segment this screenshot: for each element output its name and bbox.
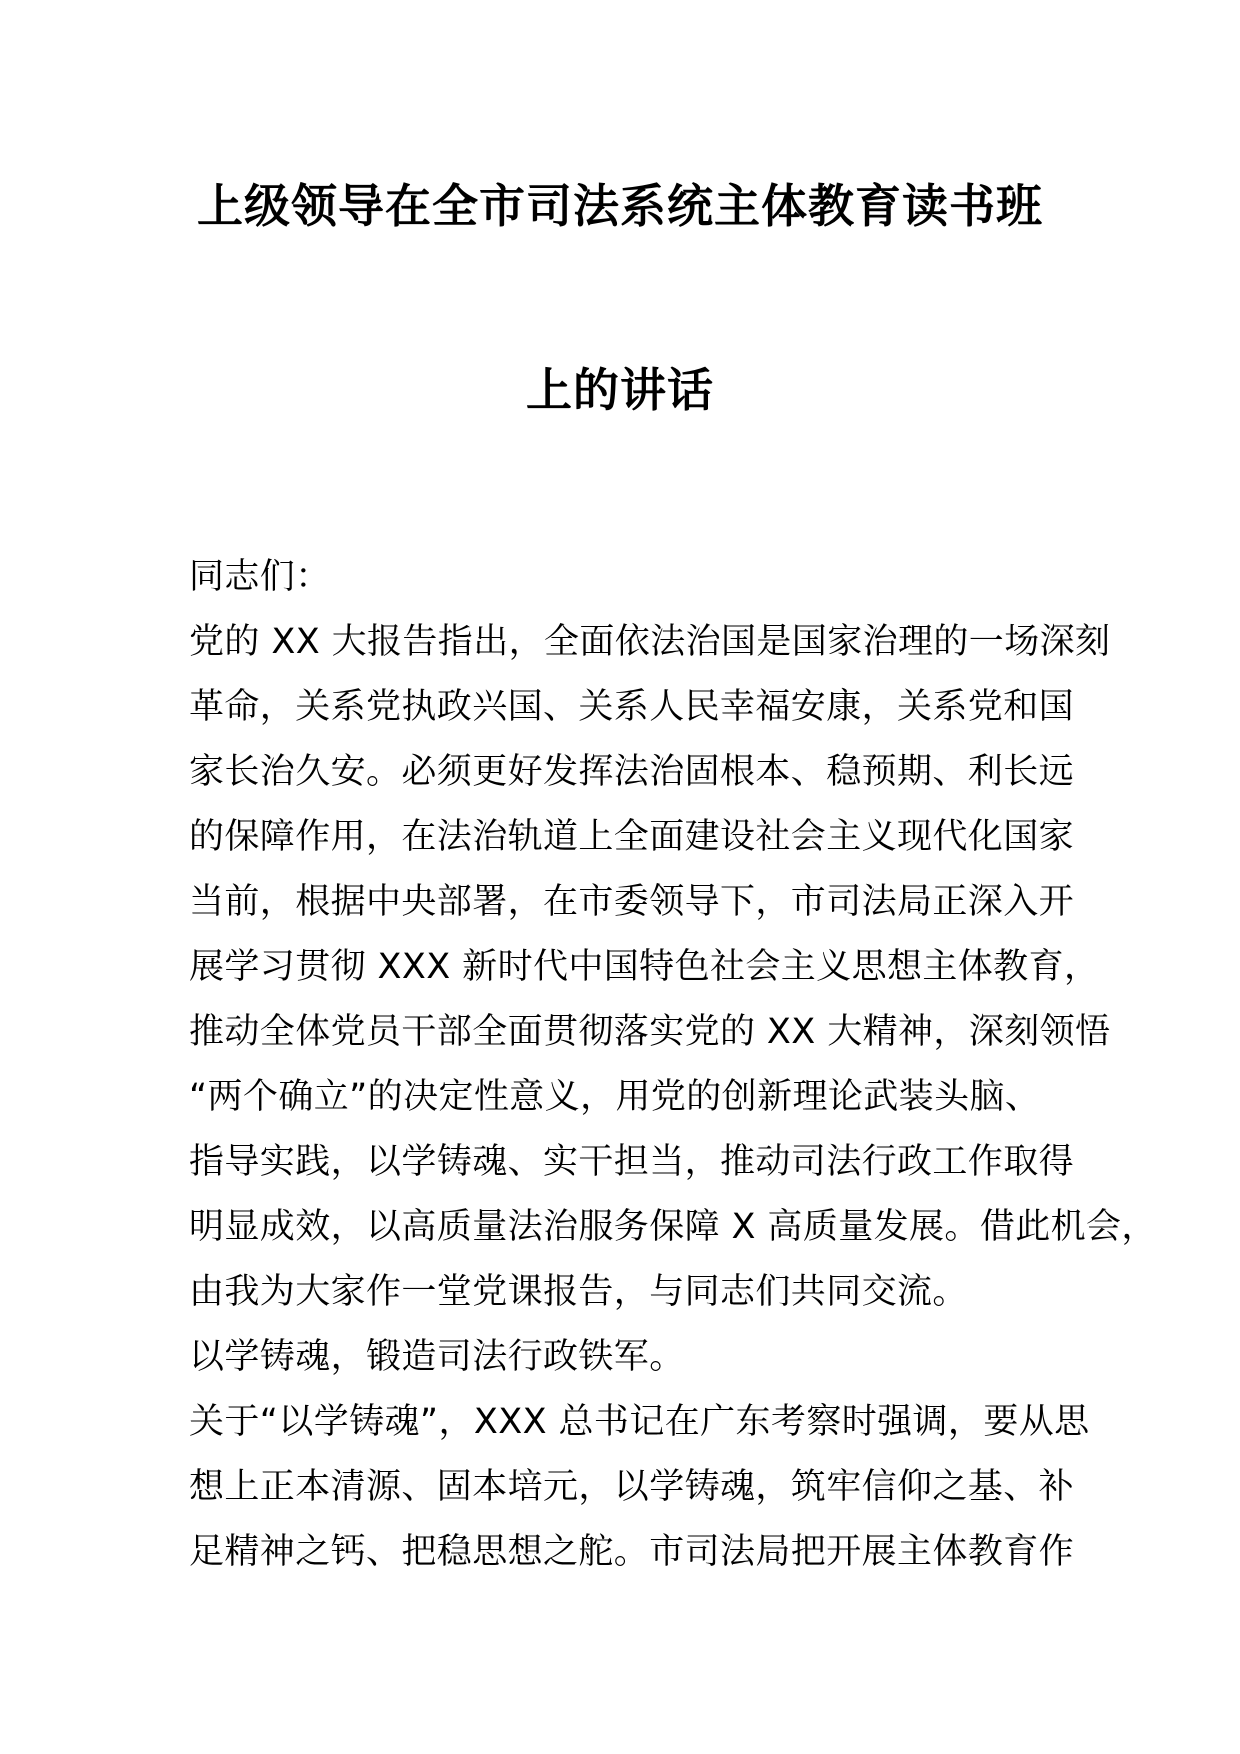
body-line: “两个确立”的决定性意义，用党的创新理论武装头脑、 <box>189 1077 1041 1117</box>
body-line: 由我为大家作一堂党课报告，与同志们共同交流。 <box>189 1272 968 1312</box>
body-line: 革命，关系党执政兴国、关系人民幸福安康，关系党和国 <box>189 687 1075 727</box>
body-line: 足精神之钙、把稳思想之舵。市司法局把开展主体教育作 <box>189 1532 1075 1572</box>
body-line: 明显成效，以高质量法治服务保障 X 高质量发展。借此机会， <box>189 1207 1157 1247</box>
document-title-line-2: 上的讲话 <box>526 363 714 417</box>
body-line: 指导实践，以学铸魂、实干担当，推动司法行政工作取得 <box>189 1142 1075 1182</box>
document-body <box>189 545 1157 1585</box>
body-line: 的保障作用，在法治轨道上全面建设社会主义现代化国家 <box>189 817 1075 857</box>
body-line: 家长治久安。必须更好发挥法治固根本、稳预期、利长远 <box>189 752 1075 792</box>
body-line: 想上正本清源、固本培元，以学铸魂，筑牢信仰之基、补 <box>189 1467 1075 1507</box>
body-line: 推动全体党员干部全面贯彻落实党的 XX 大精神，深刻领悟 <box>189 1012 1111 1052</box>
body-line: 党的 XX 大报告指出，全面依法治国是国家治理的一场深刻 <box>189 622 1111 662</box>
document-title-line-1: 上级领导在全市司法系统主体教育读书班 <box>197 179 1043 233</box>
body-line: 关于“以学铸魂”，XXX 总书记在广东考察时强调，要从思 <box>189 1402 1090 1442</box>
body-line: 展学习贯彻 XXX 新时代中国特色社会主义思想主体教育， <box>189 947 1100 987</box>
salutation: 同志们： <box>189 557 331 597</box>
section-heading: 以学铸魂，锻造司法行政铁军。 <box>189 1337 685 1377</box>
body-line: 当前，根据中央部署，在市委领导下，市司法局正深入开 <box>189 882 1075 922</box>
